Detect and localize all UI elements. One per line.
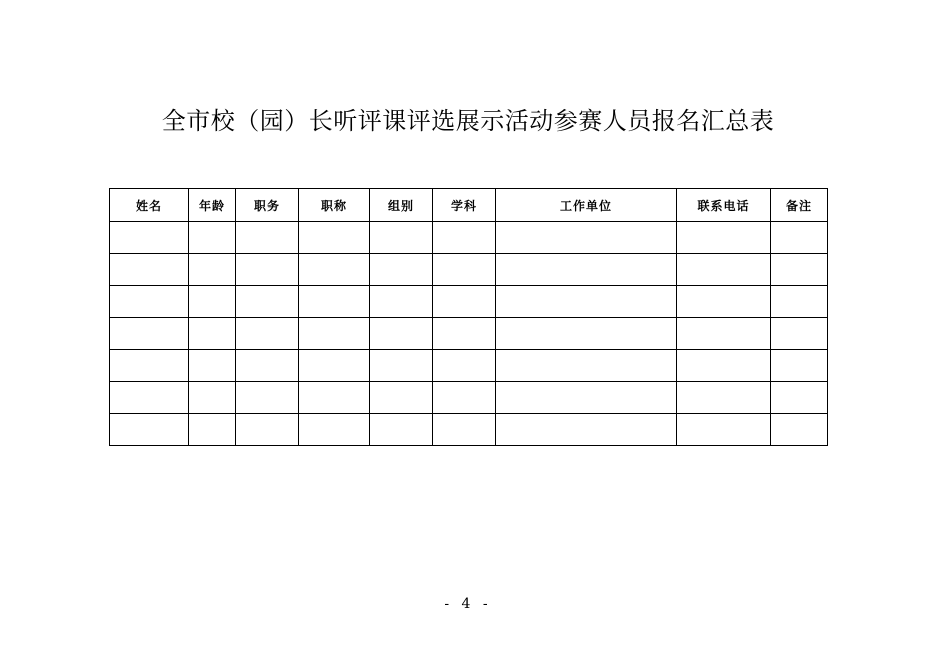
- document-title: 全市校（园）长听评课评选展示活动参赛人员报名汇总表: [161, 107, 775, 135]
- cell-title[interactable]: [299, 318, 370, 350]
- cell-subject[interactable]: [433, 350, 496, 382]
- cell-age[interactable]: [189, 414, 236, 446]
- cell-age[interactable]: [189, 350, 236, 382]
- table-row: [110, 286, 828, 318]
- cell-name[interactable]: [110, 318, 189, 350]
- header-position: 职务: [236, 189, 299, 222]
- cell-group[interactable]: [370, 414, 433, 446]
- cell-workplace[interactable]: [496, 414, 677, 446]
- cell-name[interactable]: [110, 222, 189, 254]
- cell-position[interactable]: [236, 286, 299, 318]
- cell-subject[interactable]: [433, 254, 496, 286]
- cell-title[interactable]: [299, 254, 370, 286]
- cell-name[interactable]: [110, 382, 189, 414]
- cell-remarks[interactable]: [771, 414, 828, 446]
- cell-age[interactable]: [189, 222, 236, 254]
- cell-workplace[interactable]: [496, 350, 677, 382]
- cell-group[interactable]: [370, 382, 433, 414]
- cell-phone[interactable]: [677, 414, 771, 446]
- cell-remarks[interactable]: [771, 286, 828, 318]
- cell-age[interactable]: [189, 254, 236, 286]
- table-body: [110, 222, 828, 446]
- registration-summary-table: [109, 188, 828, 446]
- cell-phone[interactable]: [677, 382, 771, 414]
- cell-phone[interactable]: [677, 222, 771, 254]
- cell-group[interactable]: [370, 318, 433, 350]
- header-subject: 学科: [433, 189, 496, 222]
- cell-remarks[interactable]: [771, 350, 828, 382]
- cell-remarks[interactable]: [771, 318, 828, 350]
- header-workplace: 工作单位: [496, 189, 677, 222]
- cell-title[interactable]: [299, 350, 370, 382]
- cell-phone[interactable]: [677, 350, 771, 382]
- cell-position[interactable]: [236, 222, 299, 254]
- cell-position[interactable]: [236, 350, 299, 382]
- cell-position[interactable]: [236, 414, 299, 446]
- cell-name[interactable]: [110, 254, 189, 286]
- table-row: [110, 254, 828, 286]
- table-row: [110, 318, 828, 350]
- cell-title[interactable]: [299, 222, 370, 254]
- table-row: [110, 222, 828, 254]
- table-row: [110, 382, 828, 414]
- cell-subject[interactable]: [433, 286, 496, 318]
- cell-group[interactable]: [370, 254, 433, 286]
- cell-name[interactable]: [110, 350, 189, 382]
- cell-remarks[interactable]: [771, 382, 828, 414]
- cell-workplace[interactable]: [496, 222, 677, 254]
- cell-remarks[interactable]: [771, 222, 828, 254]
- cell-workplace[interactable]: [496, 318, 677, 350]
- cell-title[interactable]: [299, 286, 370, 318]
- cell-subject[interactable]: [433, 414, 496, 446]
- cell-age[interactable]: [189, 382, 236, 414]
- cell-subject[interactable]: [433, 382, 496, 414]
- cell-title[interactable]: [299, 414, 370, 446]
- cell-position[interactable]: [236, 254, 299, 286]
- table-row: [110, 350, 828, 382]
- header-name: 姓名: [110, 189, 189, 222]
- cell-group[interactable]: [370, 350, 433, 382]
- header-remarks: 备注: [771, 189, 828, 222]
- cell-name[interactable]: [110, 286, 189, 318]
- cell-age[interactable]: [189, 318, 236, 350]
- table-row: [110, 414, 828, 446]
- cell-subject[interactable]: [433, 222, 496, 254]
- header-title: 职称: [299, 189, 370, 222]
- page-number: - 4 -: [444, 596, 492, 612]
- cell-subject[interactable]: [433, 318, 496, 350]
- table-header-row: [110, 189, 828, 222]
- cell-workplace[interactable]: [496, 254, 677, 286]
- header-age: 年龄: [189, 189, 236, 222]
- cell-position[interactable]: [236, 318, 299, 350]
- header-phone: 联系电话: [677, 189, 771, 222]
- cell-workplace[interactable]: [496, 286, 677, 318]
- header-group: 组别: [370, 189, 433, 222]
- cell-workplace[interactable]: [496, 382, 677, 414]
- cell-remarks[interactable]: [771, 254, 828, 286]
- cell-group[interactable]: [370, 286, 433, 318]
- cell-age[interactable]: [189, 286, 236, 318]
- cell-name[interactable]: [110, 414, 189, 446]
- cell-position[interactable]: [236, 382, 299, 414]
- cell-title[interactable]: [299, 382, 370, 414]
- cell-group[interactable]: [370, 222, 433, 254]
- cell-phone[interactable]: [677, 318, 771, 350]
- cell-phone[interactable]: [677, 286, 771, 318]
- cell-phone[interactable]: [677, 254, 771, 286]
